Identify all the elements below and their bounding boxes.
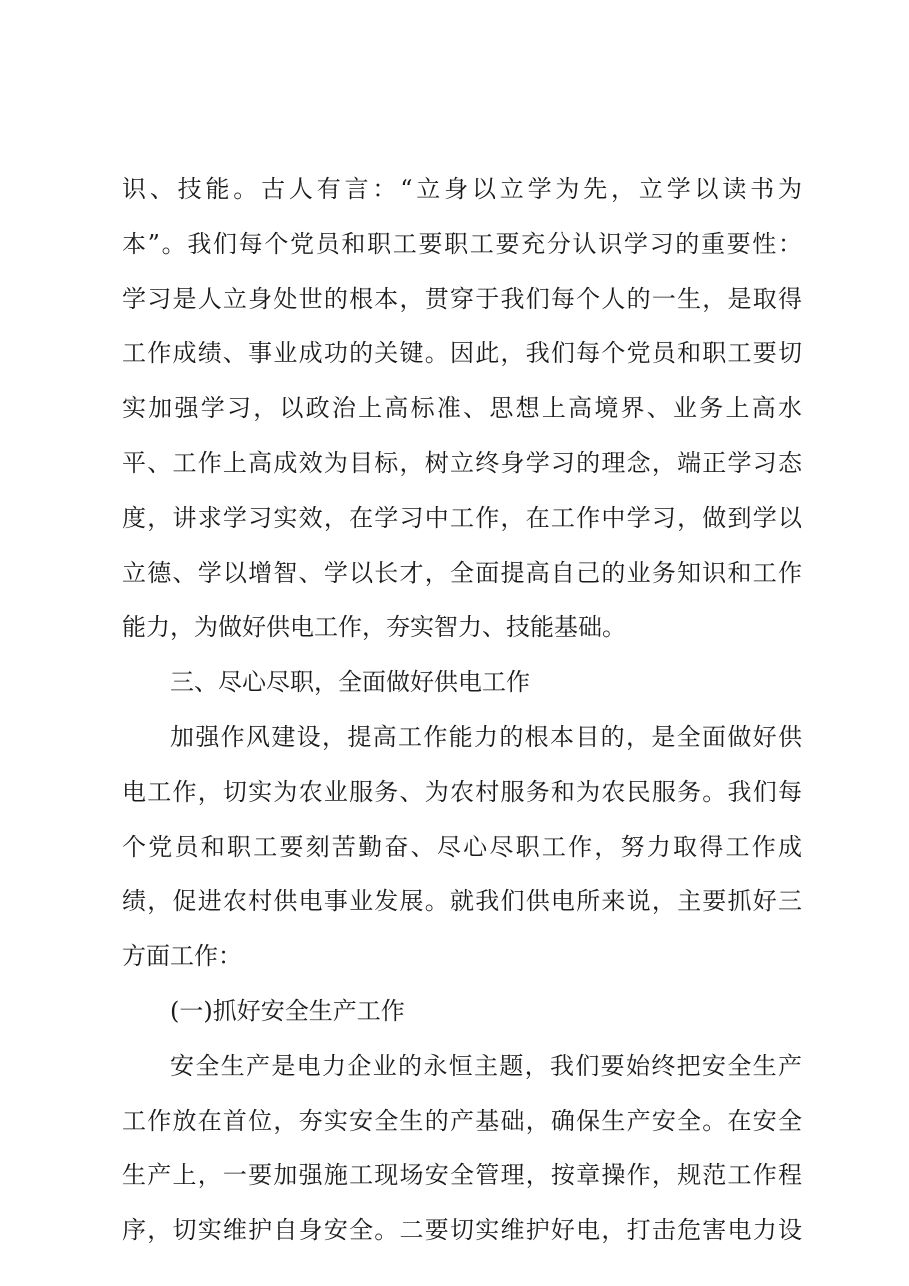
text-line: 绩，促进农村供电事业发展。就我们供电所来说，主要抓好三 [122, 887, 802, 916]
text-line: 能力，为做好供电工作，夯实智力、技能基础。 [122, 613, 626, 642]
text-line: 学习是人立身处世的根本，贯穿于我们每个人的一生，是取得 [122, 284, 802, 313]
text-line: 个党员和职工要刻苦勤奋、尽心尽职工作，努力取得工作成 [122, 832, 802, 861]
text-line: 方面工作： [122, 942, 242, 971]
text-line: 实加强学习，以政治上高标准、思想上高境界、业务上高水 [122, 394, 802, 423]
document-body [122, 162, 802, 1258]
text-line: 工作成绩、事业成功的关键。因此，我们每个党员和职工要切 [122, 339, 802, 368]
text-line: 度，讲求学习实效，在学习中工作，在工作中学习，做到学以 [122, 503, 802, 532]
subsection-heading: (一)抓好安全生产工作 [170, 996, 405, 1025]
text-line: 识、技能。古人有言：“立身以立学为先，立学以读书为 [122, 175, 802, 203]
text-line: 加强作风建设，提高工作能力的根本目的，是全面做好供 [170, 722, 802, 751]
text-line: 生产上，一要加强施工现场安全管理，按章操作，规范工作程 [122, 1161, 802, 1190]
text-line: 安全生产是电力企业的永恒主题，我们要始终把安全生产 [170, 1051, 802, 1080]
text-line: 本”。我们每个党员和职工要职工要充分认识学习的重要性： [122, 229, 802, 258]
text-line: 电工作，切实为农业服务、为农村服务和为农民服务。我们每 [122, 777, 802, 806]
text-line: 工作放在首位，夯实安全生的产基础，确保生产安全。在安全 [122, 1106, 802, 1135]
text-line: 序，切实维护自身安全。二要切实维护好电，打击危害电力设 [122, 1216, 802, 1245]
section-heading: 三、尽心尽职，全面做好供电工作 [170, 668, 530, 697]
text-line: 平、工作上高成效为目标，树立终身学习的理念，端正学习态 [122, 448, 802, 477]
text-line: 立德、学以增智、学以长才，全面提高自己的业务知识和工作 [122, 558, 802, 587]
